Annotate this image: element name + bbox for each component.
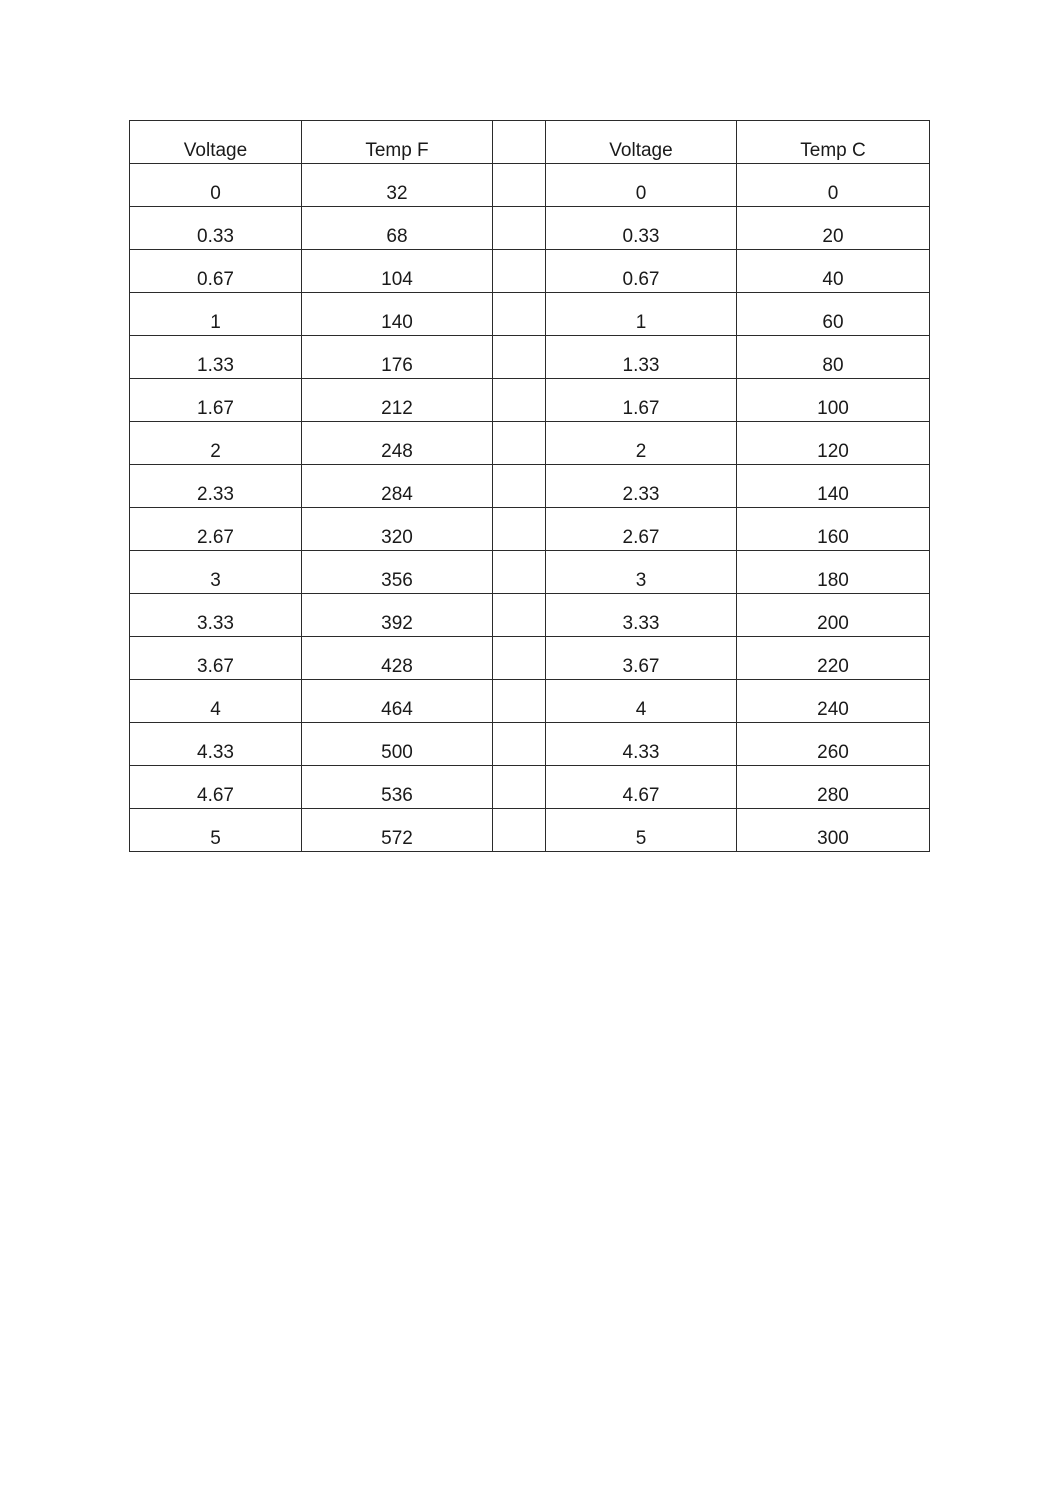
- voltage-temperature-table: [129, 120, 930, 852]
- cell-temp-f: 140: [302, 293, 493, 336]
- cell-spacer: [493, 293, 546, 336]
- table-row: [130, 766, 930, 809]
- cell-voltage-f: 0.67: [130, 250, 302, 293]
- cell-voltage-c: 0: [546, 164, 737, 207]
- cell-temp-c: 120: [737, 422, 930, 465]
- cell-voltage-f: 4.33: [130, 723, 302, 766]
- cell-voltage-c: 1: [546, 293, 737, 336]
- cell-temp-f: 356: [302, 551, 493, 594]
- header-temp-c: Temp C: [737, 121, 930, 164]
- cell-spacer: [493, 336, 546, 379]
- table-row: [130, 379, 930, 422]
- cell-voltage-c: 2: [546, 422, 737, 465]
- cell-voltage-f: 2.33: [130, 465, 302, 508]
- cell-temp-f: 284: [302, 465, 493, 508]
- cell-temp-f: 464: [302, 680, 493, 723]
- cell-voltage-c: 4.67: [546, 766, 737, 809]
- cell-temp-c: 240: [737, 680, 930, 723]
- cell-temp-c: 220: [737, 637, 930, 680]
- table-row: [130, 637, 930, 680]
- cell-temp-f: 32: [302, 164, 493, 207]
- cell-voltage-f: 1.33: [130, 336, 302, 379]
- header-voltage-f: Voltage: [130, 121, 302, 164]
- cell-temp-f: 500: [302, 723, 493, 766]
- table-row: [130, 508, 930, 551]
- table-row: [130, 551, 930, 594]
- cell-voltage-c: 1.67: [546, 379, 737, 422]
- table-row: [130, 207, 930, 250]
- cell-voltage-c: 2.33: [546, 465, 737, 508]
- cell-temp-c: 60: [737, 293, 930, 336]
- cell-voltage-f: 3.67: [130, 637, 302, 680]
- cell-voltage-f: 2.67: [130, 508, 302, 551]
- cell-voltage-f: 1.67: [130, 379, 302, 422]
- cell-spacer: [493, 465, 546, 508]
- cell-temp-f: 320: [302, 508, 493, 551]
- cell-temp-c: 200: [737, 594, 930, 637]
- cell-voltage-f: 4.67: [130, 766, 302, 809]
- cell-temp-f: 248: [302, 422, 493, 465]
- table-body: [130, 164, 930, 852]
- cell-temp-f: 428: [302, 637, 493, 680]
- cell-temp-f: 104: [302, 250, 493, 293]
- cell-voltage-f: 1: [130, 293, 302, 336]
- cell-voltage-c: 3.33: [546, 594, 737, 637]
- cell-temp-c: 180: [737, 551, 930, 594]
- cell-spacer: [493, 551, 546, 594]
- cell-temp-f: 176: [302, 336, 493, 379]
- table-header-row: [130, 121, 930, 164]
- cell-spacer: [493, 594, 546, 637]
- cell-voltage-c: 0.67: [546, 250, 737, 293]
- cell-spacer: [493, 250, 546, 293]
- cell-temp-c: 280: [737, 766, 930, 809]
- cell-voltage-c: 0.33: [546, 207, 737, 250]
- cell-voltage-f: 3: [130, 551, 302, 594]
- table-row: [130, 465, 930, 508]
- cell-voltage-c: 3.67: [546, 637, 737, 680]
- cell-spacer: [493, 422, 546, 465]
- cell-temp-f: 392: [302, 594, 493, 637]
- cell-temp-c: 100: [737, 379, 930, 422]
- cell-voltage-f: 3.33: [130, 594, 302, 637]
- table-row: [130, 164, 930, 207]
- cell-temp-c: 160: [737, 508, 930, 551]
- cell-temp-c: 80: [737, 336, 930, 379]
- cell-temp-f: 572: [302, 809, 493, 852]
- table-row: [130, 809, 930, 852]
- cell-spacer: [493, 637, 546, 680]
- table-row: [130, 293, 930, 336]
- table-row: [130, 723, 930, 766]
- cell-temp-c: 300: [737, 809, 930, 852]
- cell-spacer: [493, 164, 546, 207]
- cell-temp-f: 68: [302, 207, 493, 250]
- cell-voltage-f: 0: [130, 164, 302, 207]
- table-row: [130, 422, 930, 465]
- cell-spacer: [493, 723, 546, 766]
- cell-voltage-c: 4: [546, 680, 737, 723]
- table-row: [130, 250, 930, 293]
- cell-voltage-c: 2.67: [546, 508, 737, 551]
- cell-spacer: [493, 766, 546, 809]
- cell-spacer: [493, 680, 546, 723]
- cell-voltage-c: 4.33: [546, 723, 737, 766]
- cell-spacer: [493, 379, 546, 422]
- cell-voltage-c: 5: [546, 809, 737, 852]
- cell-voltage-f: 2: [130, 422, 302, 465]
- table-row: [130, 336, 930, 379]
- table-row: [130, 594, 930, 637]
- cell-voltage-c: 3: [546, 551, 737, 594]
- cell-spacer: [493, 809, 546, 852]
- table-row: [130, 680, 930, 723]
- cell-temp-c: 140: [737, 465, 930, 508]
- cell-temp-c: 40: [737, 250, 930, 293]
- cell-temp-c: 0: [737, 164, 930, 207]
- cell-temp-f: 212: [302, 379, 493, 422]
- cell-temp-c: 20: [737, 207, 930, 250]
- cell-temp-c: 260: [737, 723, 930, 766]
- cell-voltage-f: 0.33: [130, 207, 302, 250]
- cell-spacer: [493, 207, 546, 250]
- cell-voltage-f: 5: [130, 809, 302, 852]
- cell-voltage-c: 1.33: [546, 336, 737, 379]
- header-voltage-c: Voltage: [546, 121, 737, 164]
- header-temp-f: Temp F: [302, 121, 493, 164]
- cell-spacer: [493, 508, 546, 551]
- cell-voltage-f: 4: [130, 680, 302, 723]
- header-spacer: [493, 121, 546, 164]
- cell-temp-f: 536: [302, 766, 493, 809]
